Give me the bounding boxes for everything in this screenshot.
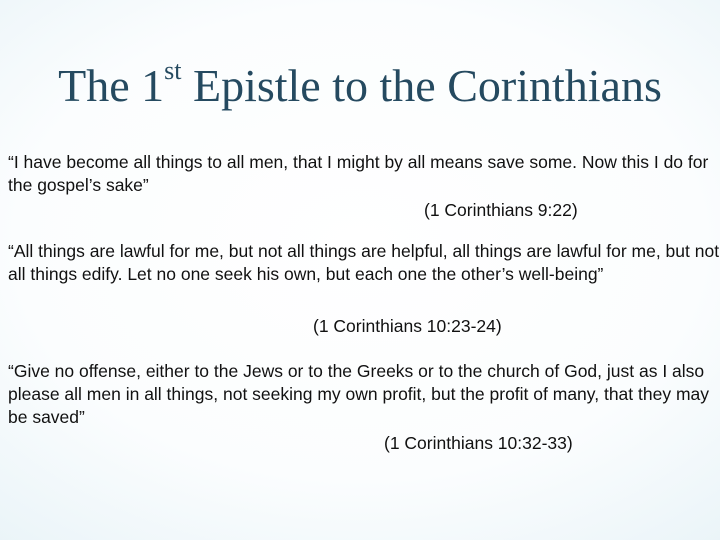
quote-1: “I have become all things to all men, that I might by all means save some. Now this I do for the gospel’s sake” [8,152,709,195]
slide-title [0,55,720,114]
citation-1: (1 Corinthians 9:22) [424,200,578,220]
citation-2: (1 Corinthians 10:23-24) [313,316,502,336]
citation-3: (1 Corinthians 10:32-33) [384,433,573,453]
title-prefix: The 1 [58,60,165,111]
title-suffix: Epistle to the Corinthians [181,60,662,111]
quote-3: “Give no offense, either to the Jews or to the Greeks or to the church of God, just as I also please all men in all things, not seeking my own profit, but the profit of many, that they may be saved” [8,361,710,427]
title-superscript: st [164,55,182,85]
quote-2: “All things are lawful for me, but not all things are helpful, all things are lawful for me, but not all things edify. Let no one seek his own, but each one the other’s well-being” [8,241,720,284]
